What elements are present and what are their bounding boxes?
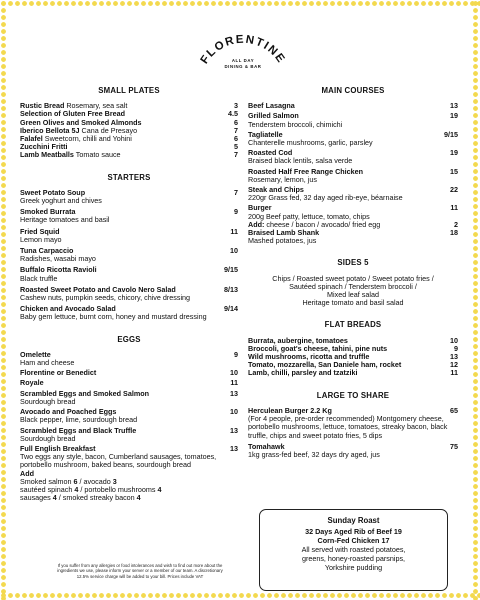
menu-item-price: 11 [230,378,238,388]
menu-item-desc: (For 4 people, pre-order recommended) Montgomery cheese, portobello mushrooms, lettuce, tomatoes, streaky bacon, black truffle, chips and sweet potato fries, 5 dips [248,414,448,440]
menu-item-price: 9/15 [224,265,238,275]
menu-item-price: 13 [450,352,458,362]
menu-item-name: Omelette [20,349,51,359]
dotted-border-right [472,0,480,600]
large-to-share-list [248,407,458,459]
menu-item-name: Buffalo Ricotta Ravioli [20,265,97,275]
menu-item-price: 7 [234,150,238,160]
menu-item-desc: Braised black lentils, salsa verde [248,156,353,166]
menu-item-price: 11 [450,368,458,378]
left-column [20,87,238,502]
menu-item-row [248,102,458,110]
menu-item-price: 8/13 [224,284,238,294]
menu-item [248,229,458,245]
eggs-add-price: 6 [73,476,78,486]
menu-item-name: Iberico Bellota 5J [20,125,80,135]
sunday-roast-box [259,509,448,591]
menu-item-price: 10 [230,407,238,417]
menu-item [20,305,238,321]
menu-item-desc: 200g Beef patty, lettuce, tomato, chips [248,211,370,221]
menu-item-desc: Chanterelle mushrooms, garlic, parsley [248,138,373,148]
menu-item-price: 5 [234,142,238,152]
menu-item [248,369,458,377]
menu-item-desc: Sweetcorn, chilli and Yohini [42,134,132,144]
menu-item-desc: Tomato sauce [73,150,121,160]
menu-item [20,408,238,424]
menu-item-price: 13 [450,101,458,111]
starters-title: STARTERS [107,172,151,182]
menu-item-row [20,369,238,377]
menu-item-price: 6 [234,134,238,144]
menu-item-desc: Cana de Presayo [79,125,138,135]
menu-item [248,204,458,220]
florentine-logo [193,18,293,82]
menu-item [20,427,238,443]
menu-item [248,168,458,184]
menu-item [248,131,458,147]
menu-item-desc: 220gr Grass fed, 32 day aged rib-eye, béarnaise [248,193,403,203]
brand-tagline-2: DINING & BAR [224,64,262,69]
menu-item-desc: Tenderstem broccoli, chimichi [248,119,343,129]
menu-item-desc: Mashed potatoes, jus [248,236,317,246]
eggs-add-lines [20,478,238,503]
menu-item [20,369,238,377]
sunday-roast-desc-1: All served with roasted potatoes, [301,545,406,554]
flat-breads-title: FLAT BREADS [324,320,382,330]
menu-item [248,149,458,165]
menu-item-desc: Heritage tomatoes and basil [20,215,110,225]
menu-item-price: 9 [454,343,458,353]
menu-item-text [248,369,436,377]
menu-item [20,266,238,282]
menu-item-name: Braised Lamb Shank [248,228,320,238]
menu-item-price: 12 [450,360,458,370]
menu-item-name: Full English Breakfast [20,443,96,453]
menu-item-price: 9/15 [444,129,458,139]
menu-item-price: 13 [230,425,238,435]
menu-item [248,112,458,128]
eggs-add-price: 4 [74,484,79,494]
menu-item-name: Tuna Carpaccio [20,246,74,256]
eggs-add-text: sausages [20,493,53,503]
menu-item-price: 15 [450,166,458,176]
side-line: Sautéed spinach / Tenderstem broccoli / [289,281,417,291]
menu-item-price: 18 [450,228,458,238]
eggs-add-price: 3 [112,476,117,486]
menu-item [20,390,238,406]
menu-item-text [20,369,216,377]
dotted-border-left [0,0,8,600]
menu-item-price: 7 [234,125,238,135]
menu-item-name: Roasted Cod [248,148,293,158]
menu-item-price: 7 [234,187,238,197]
menu-item-price: 9/14 [224,304,238,314]
menu-item-name: Rustic Bread [20,101,65,111]
eggs-add-text: sautéed spinach [20,484,75,494]
menu-item-text [248,102,436,110]
eggs-add-price: 4 [157,484,162,494]
menu-item-name: Lamb Meatballs [20,150,74,160]
menu-item-price: 19 [450,148,458,158]
mains-add-label: Add: [248,219,265,229]
menu-item-name: Falafel [20,134,43,144]
menu-item-price: 10 [450,335,458,345]
flat-breads-list [248,337,458,378]
allergy-footnote: If you suffer from any allergies or food intolerances and wish to find out more about the ingredients we use, please inform your server or a member of our team. A discretionary 12.5% service charge will be added to your bill. Prices include VAT [57,563,223,579]
brand-tagline-1: ALL DAY [231,58,255,63]
main-courses-last [248,229,458,245]
menu-item-name: Zucchini Fritti [20,142,68,152]
menu-item-desc: Rosemary, lemon, jus [248,174,317,184]
menu-item [20,151,238,159]
menu-item [20,286,238,302]
menu-item-name: Royale [20,378,44,388]
menu-item [248,407,458,440]
eggs-add-line [20,494,238,502]
menu-item [20,228,238,244]
menu-item-name: Sweet Potato Soup [20,187,86,197]
menu-item-price: 10 [230,246,238,256]
menu-item-price: 10 [230,368,238,378]
dotted-border-top [0,0,480,8]
menu-item [248,186,458,202]
eggs-list [20,351,238,470]
menu-item-name: Grilled Salmon [248,111,299,121]
eggs-addons [20,470,238,503]
menu-item-price: 9 [234,207,238,217]
menu-item-desc: Two eggs any style, bacon, Cumberland sausages, tomatoes, portobello mushroom, baked beans, sourdough bread [20,452,217,470]
menu-item-desc: Sourdough bread [20,396,76,406]
menu-item-name: Tagliatelle [248,129,283,139]
menu-item-desc: 1kg grass-fed beef, 32 days dry aged, jus [248,449,380,459]
menu-item-desc: Radishes, wasabi mayo [20,254,96,264]
menu-item-desc: Black truffle [20,273,58,283]
sunday-roast-desc-2: greens, honey-roasted parsnips, [301,554,406,563]
small-plates-title: SMALL PLATES [98,86,160,95]
menu-item-desc: Sourdough bread [20,433,76,443]
side-line: Heritage tomato and basil salad [302,298,404,308]
menu-item-price: 3 [234,101,238,111]
mains-add-text: cheese / bacon / avocado/ fried egg [264,219,381,229]
menu-item [20,247,238,263]
menu-item-price: 65 [450,405,458,415]
side-line: Chips / Roasted sweet potato / Sweet potato fries / [272,273,434,283]
menu-item-text [20,151,216,159]
eggs-add-text: / portobello mushrooms [78,484,158,494]
menu-item-price: 4.5 [228,109,238,119]
menu-item-text [20,379,216,387]
menu-item-name: Chicken and Avocado Salad [20,304,116,314]
menu-item-name: Lamb, chilli, parsley and tzatziki [248,368,358,378]
menu-item-price: 9 [234,349,238,359]
eggs-add-price: 4 [136,493,141,503]
menu-item-price: 11 [450,203,458,213]
menu-item-desc: Greek yoghurt and chives [20,196,102,206]
menu-item-name: Roasted Half Free Range Chicken [248,166,364,176]
main-courses-title: MAIN COURSES [321,86,385,95]
menu-item [248,102,458,110]
menu-item-price: 6 [234,117,238,127]
menu-item [20,379,238,387]
menu-item-desc: Ham and cheese [20,358,75,368]
menu-item-name: Wild mushrooms, ricotta and truffle [248,352,370,362]
menu-item-price: 13 [230,388,238,398]
menu-item-price: 13 [230,443,238,453]
sunday-roast-line-1: 32 Days Aged Rib of Beef 19 [305,527,402,536]
eggs-add-title: Add [20,468,34,478]
sunday-roast-title: Sunday Roast [327,516,380,525]
menu-item-desc: Baby gem lettuce, burnt corn, honey and mustard dressing [20,312,207,322]
menu-item-name: Tomato, mozzarella, San Daniele ham, rocket [248,360,402,370]
menu-item [20,351,238,367]
menu-item-name: Roasted Sweet Potato and Cavolo Nero Salad [20,284,176,294]
menu-item-name: Broccoli, goat's cheese, tahini, pine nuts [248,343,388,353]
sides-title: SIDES 5 [337,258,369,268]
sides-list [248,275,458,308]
menu-item-price: 75 [450,441,458,451]
eggs-add-text: / smoked streaky bacon [56,493,137,503]
menu-item-price: 22 [450,185,458,195]
menu-item-name: Smoked Burrata [20,207,76,217]
menu-item-name: Fried Squid [20,226,60,236]
large-to-share-title: LARGE TO SHARE [316,390,390,400]
sunday-roast-line-2: Corn-Fed Chicken 17 [317,536,390,545]
dotted-border-bottom [0,592,480,600]
menu-item-name: Herculean Burger 2.2 Kg [248,405,332,415]
menu-item-name: Scrambled Eggs and Smoked Salmon [20,388,150,398]
menu-item-price: 11 [230,226,238,236]
starters-list [20,189,238,322]
menu-item-name: Tomahawk [248,441,285,451]
menu-item-price: 19 [450,111,458,121]
eggs-add-price: 4 [52,493,57,503]
menu-item-name: Selection of Gluten Free Bread [20,109,126,119]
menu-item-name: Burger [248,203,272,213]
eggs-add-text: / avocado [77,476,113,486]
menu-item-name: Beef Lasagna [248,101,295,111]
menu-item-name: Florentine or Benedict [20,368,97,378]
menu-item-name: Burrata, aubergine, tomatoes [248,335,348,345]
menu-item-name: Avocado and Poached Eggs [20,407,117,417]
main-courses-list [248,102,458,221]
side-line: Mixed leaf salad [327,290,379,300]
menu-item-row [20,379,238,387]
menu-item-name: Scrambled Eggs and Black Truffle [20,425,137,435]
menu-item [20,445,238,470]
menu-item [20,208,238,224]
mains-add-price: 2 [454,219,458,229]
brand-name: FLORENTINE [198,33,288,67]
menu-item-desc: Rosemary, sea salt [64,101,128,111]
menu-item-desc: Black pepper, lime, sourdough bread [20,415,138,425]
small-plates-list [20,102,238,159]
menu-item-name: Steak and Chips [248,185,304,195]
eggs-add-text: Smoked salmon [20,476,74,486]
menu-item [248,443,458,459]
right-column [248,87,458,459]
menu-item-name: Green Olives and Smoked Almonds [20,117,142,127]
menu-item-desc: Cashew nuts, pumpkin seeds, chicory, chive dressing [20,293,191,303]
menu-item-desc: Lemon mayo [20,234,62,244]
eggs-title: EGGS [117,334,141,344]
sunday-roast-desc-3: Yorkshire pudding [324,563,383,572]
menu-item [20,189,238,205]
